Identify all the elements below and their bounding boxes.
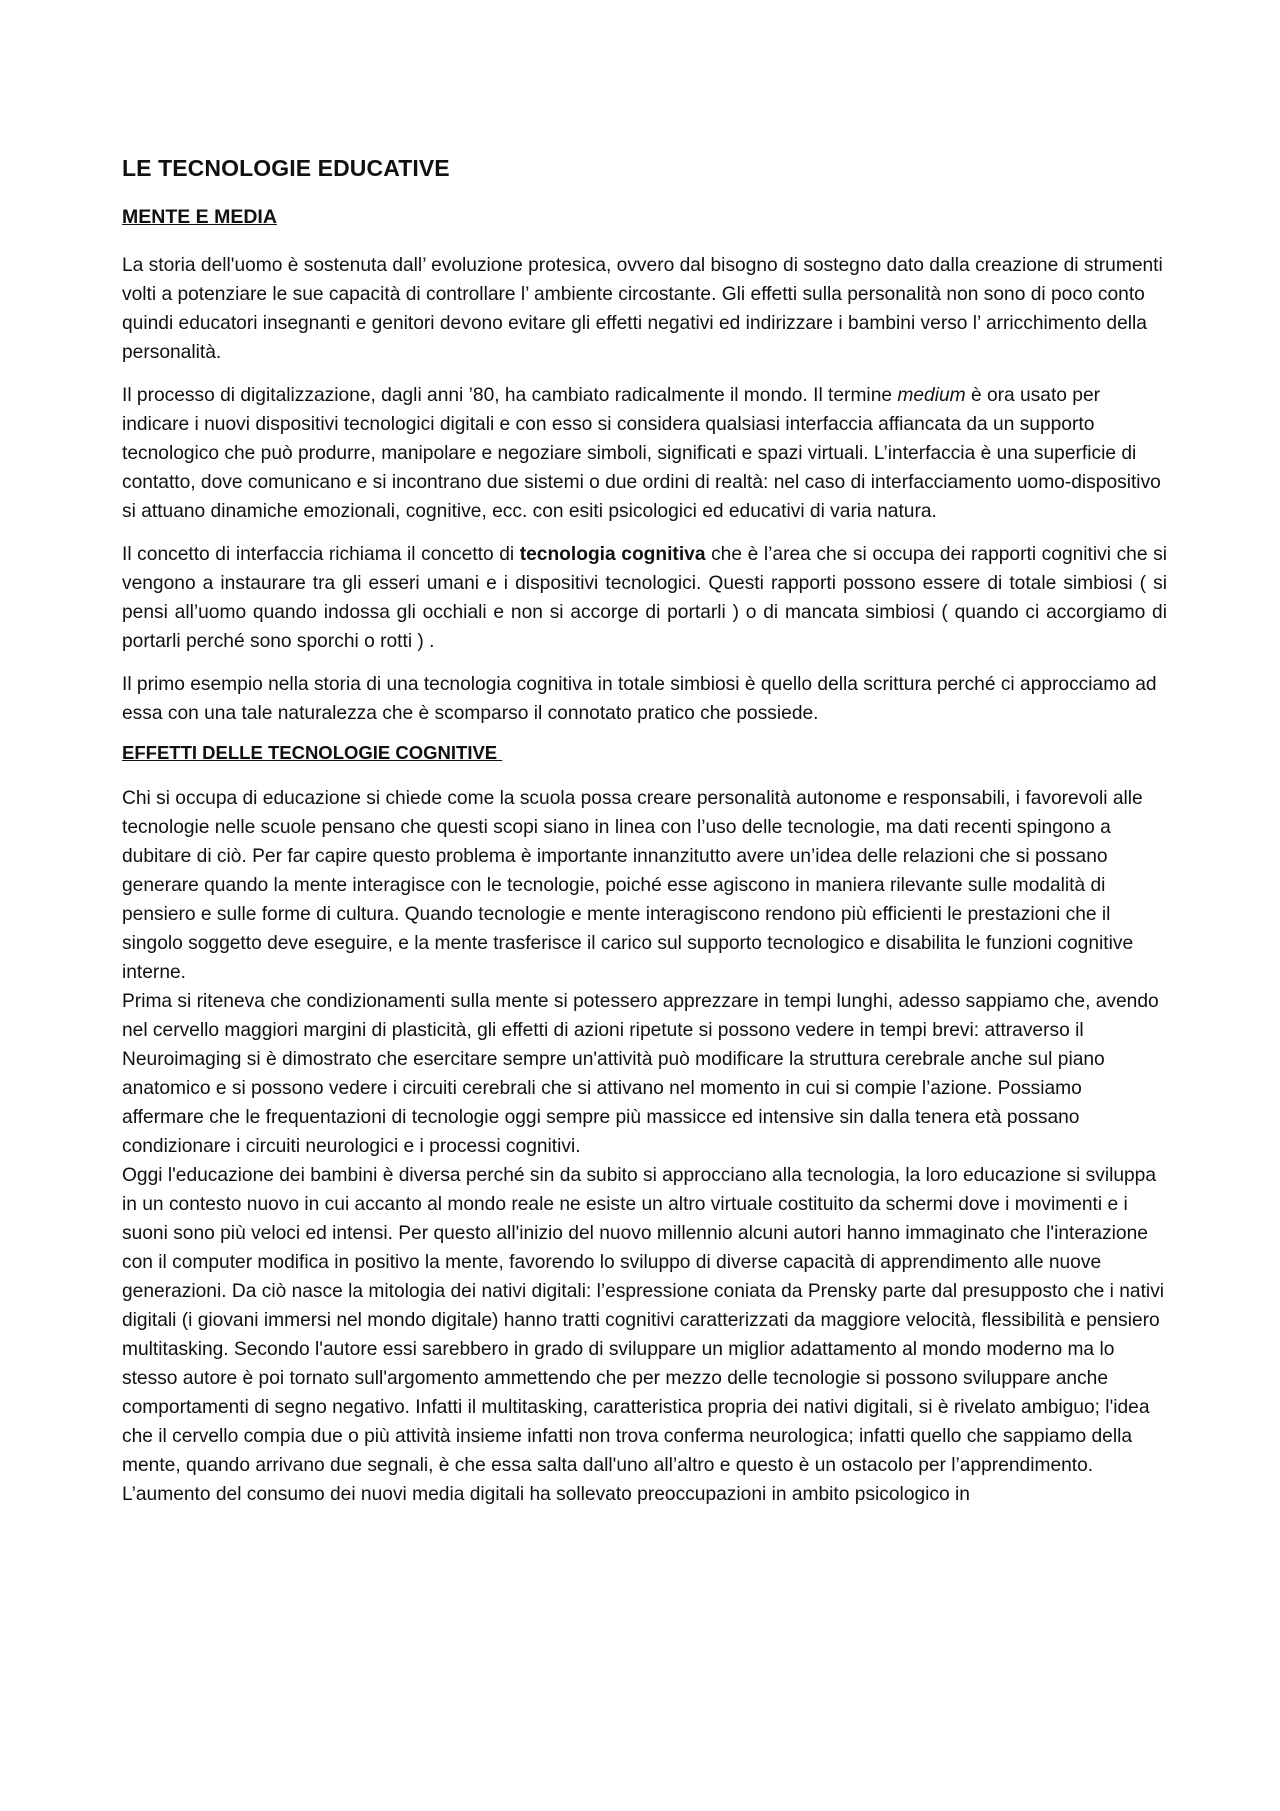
- document-title: LE TECNOLOGIE EDUCATIVE: [122, 155, 450, 181]
- bold-term: tecnologia cognitiva: [519, 544, 706, 565]
- document-page: [122, 155, 1167, 1509]
- paragraph-text: che è l’area che si occupa dei rapporti cognitivi che si vengono a instaurare tra gli esseri umani e i dispositivi tecnologici. Questi rapporti possono essere di totale simbiosi ( si pensi all’uomo quando indossa gli occhiali e non si accorge di portarli ) o di mancata simbiosi ( quando ci accorgiamo di portarli perché sono sporchi o rotti ) .: [122, 544, 1167, 652]
- paragraph-text: è ora usato per indicare i nuovi dispositivi tecnologici digitali e con esso si considera qualsiasi interfaccia affiancata da un supporto tecnologico che può produrre, manipolare e negoziare simboli, significati e spazi virtuali. L’interfaccia è una superficie di contatto, dove comunicano e si incontrano due sistemi o due ordini di realtà: nel caso di interfacciamento uomo-dispositivo si attuano dinamiche emozionali, cognitive, ecc. con esiti psicologici ed educativi di varia natura.: [122, 385, 1161, 522]
- paragraph: Il primo esempio nella storia di una tecnologia cognitiva in totale simbiosi è quello della scrittura perché ci approcciamo ad essa con una tale naturalezza che è scomparso il connotato pratico che possiede.: [122, 674, 1157, 724]
- section-heading-effetti: EFFETTI DELLE TECNOLOGIE COGNITIVE: [122, 742, 503, 763]
- emphasis-medium: medium: [897, 385, 966, 406]
- paragraph: Chi si occupa di educazione si chiede come la scuola possa creare personalità autonome e responsabili, i favorevoli alle tecnologie nelle scuole pensano che questi scopi siano in linea con l’uso delle tecnologie, ma dati recenti spingono a dubitare di ciò. Per far capire questo problema è importante innanzitutto avere un’idea delle relazioni che si possano generare quando la mente interagisce con le tecnologie, poiché esse agiscono in maniera rilevante sulle modalità di pensiero e sulle forme di cultura. Quando tecnologie e mente interagiscono rendono più efficienti le prestazioni che il singolo soggetto deve eseguire, e la mente trasferisce il carico sul supporto tecnologico e disabilita le funzioni cognitive interne.: [122, 788, 1143, 983]
- paragraph: [122, 381, 1167, 526]
- section-heading-mente-e-media: MENTE E MEDIA: [122, 206, 277, 228]
- paragraph: La storia dell'uomo è sostenuta dall’ evoluzione protesica, ovvero dal bisogno di sostegno dato dalla creazione di strumenti volti a potenziare le sue capacità di controllare l’ ambiente circostante. Gli effetti sulla personalità non sono di poco conto quindi educatori insegnanti e genitori devono evitare gli effetti negativi ed indirizzare i bambini verso l’ arricchimento della personalità.: [122, 255, 1163, 363]
- paragraph-text: Il processo di digitalizzazione, dagli anni ’80, ha cambiato radicalmente il mondo. Il termine: [122, 385, 898, 406]
- paragraph: L’aumento del consumo dei nuovi media digitali ha sollevato preoccupazioni in ambito psicologico in: [122, 1484, 970, 1505]
- paragraph: Prima si riteneva che condizionamenti sulla mente si potessero apprezzare in tempi lunghi, adesso sappiamo che, avendo nel cervello maggiori margini di plasticità, gli effetti di azioni ripetute si possono vedere in tempi brevi: attraverso il Neuroimaging si è dimostrato che esercitare sempre un'attività può modificare la struttura cerebrale anche sul piano anatomico e si possono vedere i circuiti cerebrali che si attivano nel momento in cui si compie l’azione. Possiamo affermare che le frequentazioni di tecnologie oggi sempre più massicce ed intensive sin dalla tenera età possano condizionare i circuiti neurologici e i processi cognitivi.: [122, 991, 1159, 1157]
- paragraph: [122, 540, 1167, 656]
- paragraph-text: Il concetto di interfaccia richiama il concetto di: [122, 544, 520, 565]
- paragraph: Oggi l'educazione dei bambini è diversa perché sin da subito si approcciano alla tecnologia, la loro educazione si sviluppa in un contesto nuovo in cui accanto al mondo reale ne esiste un altro virtuale costituito da schermi dove i movimenti e i suoni sono più veloci ed intensi. Per questo all'inizio del nuovo millennio alcuni autori hanno immaginato che l'interazione con il computer modifica in positivo la mente, favorendo lo sviluppo di diverse capacità di apprendimento alle nuove generazioni. Da ciò nasce la mitologia dei nativi digitali: l’espressione coniata da Prensky parte dal presupposto che i nativi digitali (i giovani immersi nel mondo digitale) hanno tratti cognitivi caratterizzati da maggiore velocità, flessibilità e pensiero multitasking. Secondo l'autore essi sarebbero in grado di sviluppare un miglior adattamento al mondo moderno ma lo stesso autore è poi tornato sull'argomento ammettendo che per mezzo delle tecnologie si possono sviluppare anche comportamenti di segno negativo. Infatti il multitasking, caratteristica propria dei nativi digitali, si è rivelato ambiguo; l'idea che il cervello compia due o più attività insieme infatti non trova conferma neurologica; infatti quello che sappiamo della mente, quando arrivano due segnali, è che essa salta dall'uno all’altro e questo è un ostacolo per l’apprendimento.: [122, 1165, 1165, 1476]
